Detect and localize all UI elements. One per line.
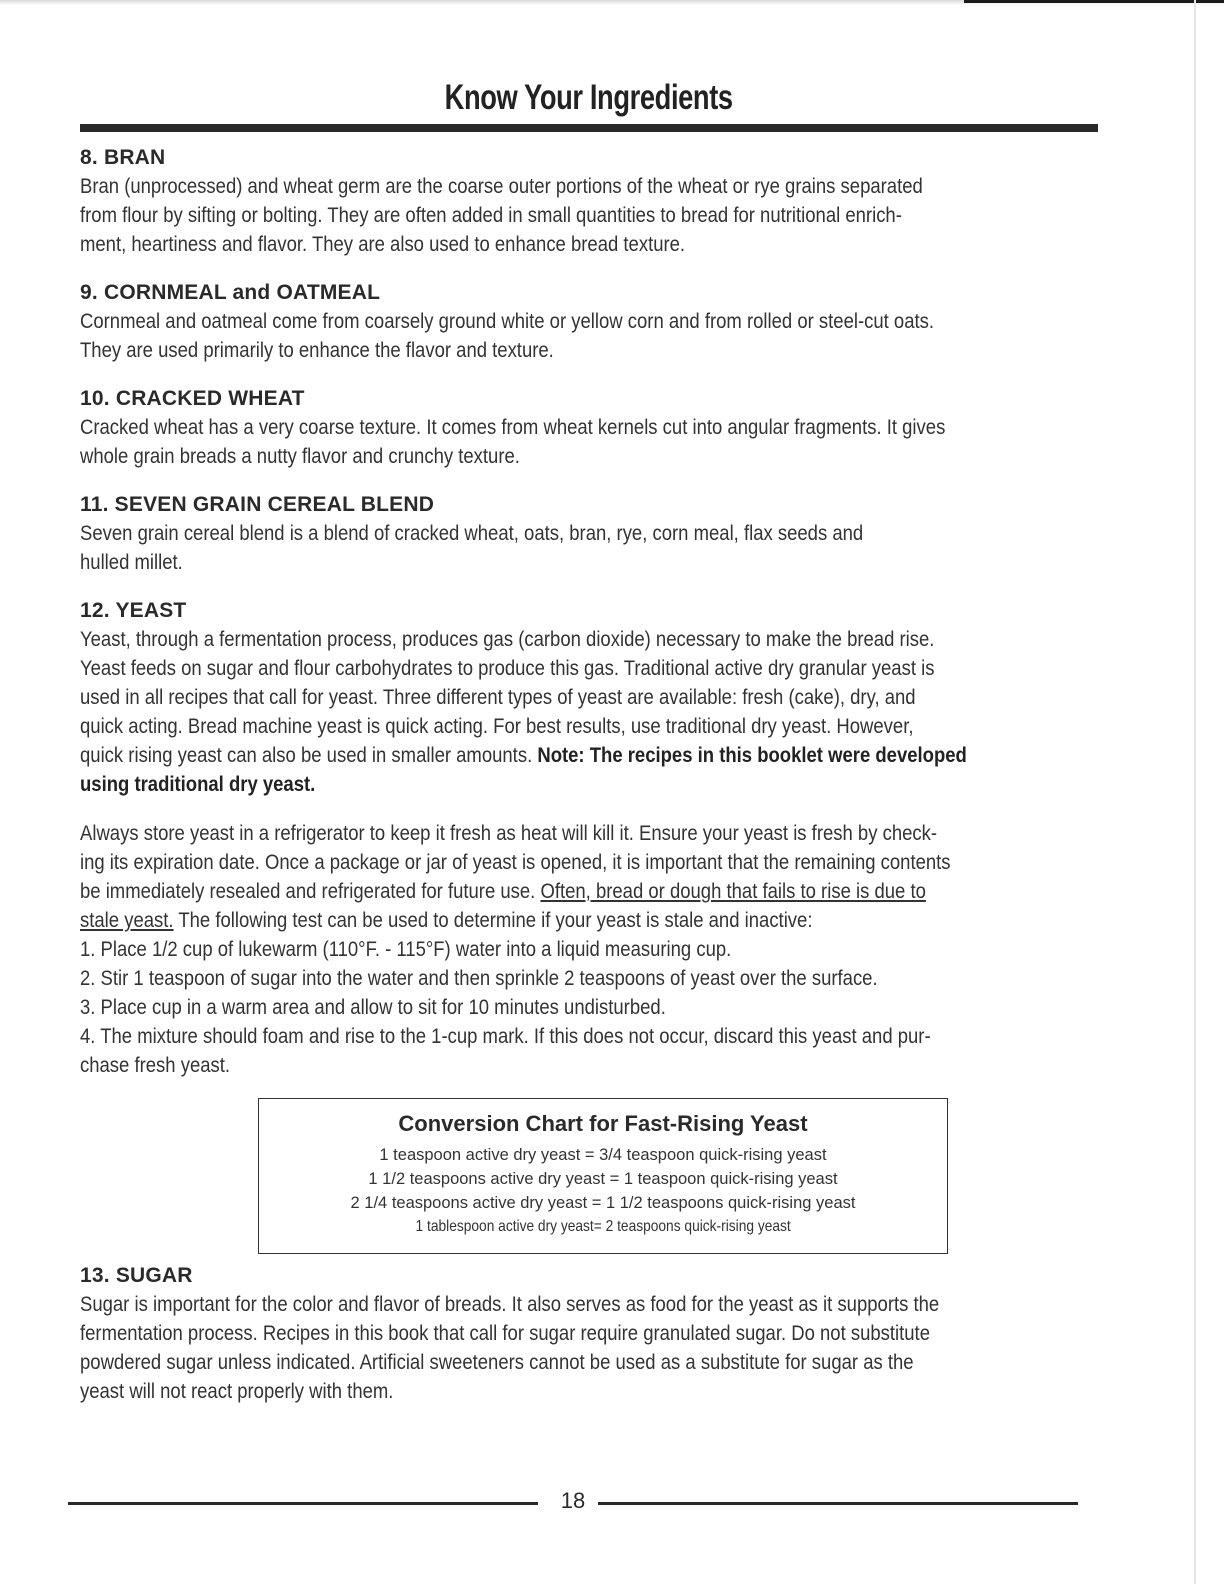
text-span: The following test can be used to determine if your yeast is stale and inactive: xyxy=(173,908,813,932)
list-item: 4. The mixture should foam and rise to the 1-cup mark. If this does not occur, discard this yeast and pur- xyxy=(80,1024,931,1048)
text-line: Yeast feeds on sugar and flour carbohydrates to produce this gas. Traditional active dry granular yeast is xyxy=(80,656,935,680)
section-body xyxy=(80,1290,1078,1406)
conversion-chart xyxy=(258,1098,948,1254)
section-yeast xyxy=(80,599,1080,1080)
text-line: fermentation process. Recipes in this book that call for sugar require granulated sugar. Do not substitute xyxy=(80,1321,930,1345)
text-line: ment, heartiness and flavor. They are also used to enhance bread texture. xyxy=(80,232,686,256)
text-line: from flour by sifting or bolting. They are often added in small quantities to bread for nutritional enrich- xyxy=(80,203,902,227)
list-item: 1. Place 1/2 cup of lukewarm (110°F. - 115°F) water into a liquid measuring cup. xyxy=(80,937,732,961)
text-line: yeast will not react properly with them. xyxy=(80,1379,394,1403)
list-item: chase fresh yeast. xyxy=(80,1053,231,1077)
text-line: quick acting. Bread machine yeast is quick acting. For best results, use traditional dry yeast. However, xyxy=(80,714,914,738)
text-line: They are used primarily to enhance the flavor and texture. xyxy=(80,338,554,362)
section-body xyxy=(80,413,1078,471)
list-item: 3. Place cup in a warm area and allow to sit for 10 minutes undisturbed. xyxy=(80,995,666,1019)
text-line: Cornmeal and oatmeal come from coarsely ground white or yellow corn and from rolled or steel-cut oats. xyxy=(80,309,935,333)
page-header xyxy=(80,78,1098,118)
text-line xyxy=(80,741,1078,770)
page-edge xyxy=(1194,0,1196,1584)
text-line xyxy=(80,770,1078,799)
section-cornmeal-oatmeal xyxy=(80,281,1080,365)
section-body xyxy=(80,519,1078,577)
section-heading: 12. YEAST xyxy=(80,599,187,622)
title-rule xyxy=(80,124,1098,132)
section-heading: 13. SUGAR xyxy=(80,1264,193,1287)
chart-row: 1 tablespoon active dry yeast= 2 teaspoons quick-rising yeast xyxy=(415,1218,791,1235)
section-heading: 10. CRACKED WHEAT xyxy=(80,387,305,410)
page-footer xyxy=(68,1488,1078,1518)
section-heading: 11. SEVEN GRAIN CEREAL BLEND xyxy=(80,493,435,516)
underlined-text: stale yeast. xyxy=(80,908,174,932)
text-line xyxy=(80,877,1078,906)
yeast-test-steps xyxy=(80,935,1078,1080)
text-line xyxy=(80,906,1078,935)
section-cracked-wheat xyxy=(80,387,1080,471)
text-line: whole grain breads a nutty flavor and crunchy texture. xyxy=(80,444,520,468)
section-body xyxy=(80,172,1078,259)
text-line: Yeast, through a fermentation process, produces gas (carbon dioxide) necessary to make the bread rise. xyxy=(80,627,935,651)
text-line: hulled millet. xyxy=(80,550,183,574)
chart-row: 1 teaspoon active dry yeast = 3/4 teaspoon quick-rising yeast xyxy=(379,1146,827,1164)
text-span: quick rising yeast can also be used in smaller amounts. xyxy=(80,743,538,767)
page-number: 18 xyxy=(560,1488,586,1513)
footer-rule-right xyxy=(598,1502,1078,1505)
underlined-text: Often, bread or dough that fails to rise is due to xyxy=(540,879,926,903)
chart-title: Conversion Chart for Fast-Rising Yeast xyxy=(398,1111,808,1136)
chart-row: 1 1/2 teaspoons active dry yeast = 1 teaspoon quick-rising yeast xyxy=(368,1170,838,1188)
text-line: Sugar is important for the color and flavor of breads. It also serves as food for the yeast as it supports the xyxy=(80,1292,940,1316)
top-edge-rule xyxy=(964,0,1224,3)
text-span: be immediately resealed and refrigerated for future use. xyxy=(80,879,541,903)
text-line: ing its expiration date. Once a package or jar of yeast is opened, it is important that the remaining contents xyxy=(80,850,951,874)
footer-rule-left xyxy=(68,1502,538,1505)
section-body xyxy=(80,307,1078,365)
text-line: Cracked wheat has a very coarse texture. It comes from wheat kernels cut into angular fragments. It gives xyxy=(80,415,946,439)
section-bran xyxy=(80,146,1080,259)
page-content xyxy=(80,146,1080,1428)
section-body xyxy=(80,625,1078,799)
section-heading: 9. CORNMEAL and OATMEAL xyxy=(80,281,381,304)
text-line: Seven grain cereal blend is a blend of cracked wheat, oats, bran, rye, corn meal, flax seeds and xyxy=(80,521,864,545)
note-bold: Note: The recipes in this booklet were developed xyxy=(537,743,967,767)
chart-row: 2 1/4 teaspoons active dry yeast = 1 1/2 teaspoons quick-rising yeast xyxy=(350,1194,856,1212)
section-sugar xyxy=(80,1264,1080,1406)
section-heading: 8. BRAN xyxy=(80,146,166,169)
note-bold: using traditional dry yeast. xyxy=(80,772,316,796)
text-line: Bran (unprocessed) and wheat germ are the coarse outer portions of the wheat or rye grains separated xyxy=(80,174,923,198)
list-item: 2. Stir 1 teaspoon of sugar into the water and then sprinkle 2 teaspoons of yeast over the surface. xyxy=(80,966,878,990)
storage-body xyxy=(80,819,1078,1080)
text-line: used in all recipes that call for yeast. Three different types of yeast are available: fresh (cake), dry, and xyxy=(80,685,916,709)
page-title: Know Your Ingredients xyxy=(444,78,734,117)
text-line: powdered sugar unless indicated. Artificial sweeteners cannot be used as a substitute for sugar as the xyxy=(80,1350,914,1374)
text-line: Always store yeast in a refrigerator to keep it fresh as heat will kill it. Ensure your yeast is fresh by check- xyxy=(80,821,938,845)
section-seven-grain xyxy=(80,493,1080,577)
